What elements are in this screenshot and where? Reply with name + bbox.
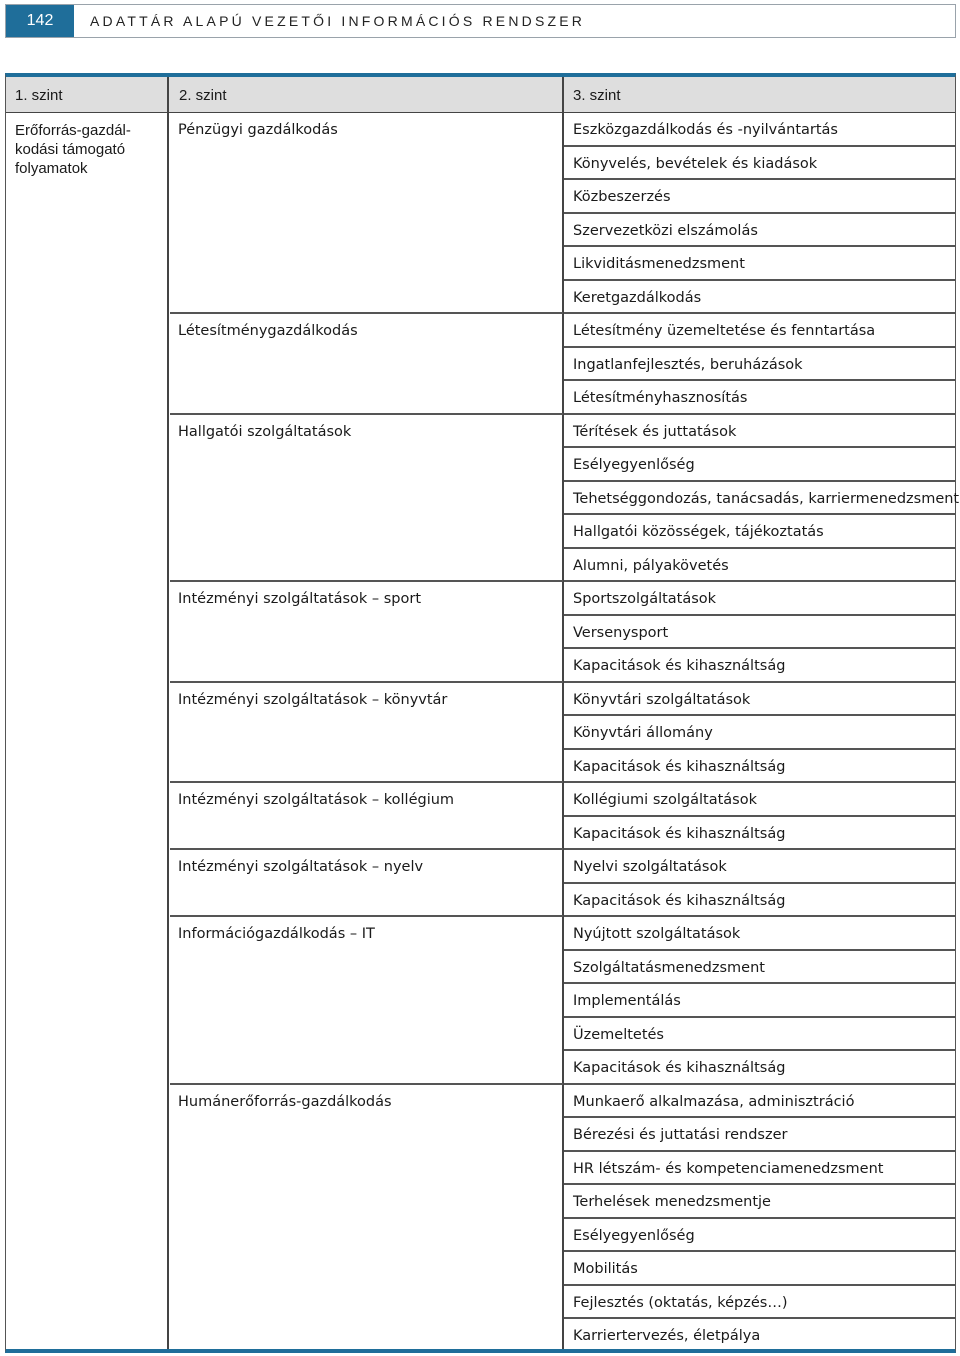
level3-cell: Eszközgazdálkodás és -nyilvántartás (564, 113, 956, 147)
column-header-level3: 3. szint (564, 77, 955, 113)
page-number: 142 (6, 5, 74, 37)
level3-cell: Létesítmény üzemeltetése és fenntartása (564, 314, 956, 348)
level3-cell: Versenysport (564, 616, 956, 650)
level3-cell: Térítések és juttatások (564, 415, 956, 449)
level3-cell: Likviditásmenedzsment (564, 247, 956, 281)
level2-cell: Intézményi szolgáltatások – nyelv (170, 850, 563, 917)
level2-cell: Intézményi szolgáltatások – sport (170, 582, 563, 683)
level3-cell: Keretgazdálkodás (564, 281, 956, 315)
level3-cell: Esélyegyenlőség (564, 448, 956, 482)
column-header-level1: 1. szint (6, 77, 170, 113)
level3-cell: Közbeszerzés (564, 180, 956, 214)
level3-cell: Implementálás (564, 984, 956, 1018)
level3-cell: Alumni, pályakövetés (564, 549, 956, 583)
running-title: ADATTÁR ALAPÚ VEZETŐI INFORMÁCIÓS RENDSZER (90, 13, 586, 29)
level2-cell: Hallgatói szolgáltatások (170, 415, 563, 583)
level3-cell: Üzemeltetés (564, 1018, 956, 1052)
level1-line: kodási támogató (15, 141, 126, 158)
level3-cell: Kapacitások és kihasználtság (564, 649, 956, 683)
level3-cell: Ingatlanfejlesztés, beruházások (564, 348, 956, 382)
level3-cell: Fejlesztés (oktatás, képzés…) (564, 1286, 956, 1320)
level3-cell: Könyvtári állomány (564, 716, 956, 750)
level3-cell: Bérezési és juttatási rendszer (564, 1118, 956, 1152)
level3-cell: Hallgatói közösségek, tájékoztatás (564, 515, 956, 549)
column-divider (167, 77, 169, 1349)
level3-cell: Terhelések menedzsmentje (564, 1185, 956, 1219)
level1-line: Erőforrás-gazdál- (15, 122, 131, 139)
level3-cell: Munkaerő alkalmazása, adminisztráció (564, 1085, 956, 1119)
level3-cell: Mobilitás (564, 1252, 956, 1286)
level3-cell: Kapacitások és kihasználtság (564, 817, 956, 851)
level2-cell: Pénzügyi gazdálkodás (170, 113, 563, 314)
level3-cell: HR létszám- és kompetenciamenedzsment (564, 1152, 956, 1186)
level2-cell: Intézményi szolgáltatások – könyvtár (170, 683, 563, 784)
level3-cell: Nyelvi szolgáltatások (564, 850, 956, 884)
running-header (5, 4, 956, 38)
level2-cell: Intézményi szolgáltatások – kollégium (170, 783, 563, 850)
level3-cell: Kapacitások és kihasználtság (564, 1051, 956, 1085)
levels-table (5, 73, 960, 1353)
column-header-level2: 2. szint (170, 77, 564, 113)
level3-cell: Tehetséggondozás, tanácsadás, karriermenedzsment (564, 482, 956, 516)
level3-cell: Sportszolgáltatások (564, 582, 956, 616)
level2-cell: Információgazdálkodás – IT (170, 917, 563, 1085)
level3-cell: Létesítményhasznosítás (564, 381, 956, 415)
level1-cell (15, 121, 155, 178)
level3-cell: Esélyegyenlőség (564, 1219, 956, 1253)
level3-cell: Könyvelés, bevételek és kiadások (564, 147, 956, 181)
level3-cell: Szervezetközi elszámolás (564, 214, 956, 248)
level2-cell: Humánerőforrás-gazdálkodás (178, 1093, 392, 1110)
level3-cell: Kapacitások és kihasználtság (564, 884, 956, 918)
level3-cell: Karriertervezés, életpálya (573, 1328, 761, 1344)
level2-cell: Létesítménygazdálkodás (170, 314, 563, 415)
level3-cell: Könyvtári szolgáltatások (564, 683, 956, 717)
level3-cell: Kapacitások és kihasználtság (564, 750, 956, 784)
level3-cell: Nyújtott szolgáltatások (564, 917, 956, 951)
level3-cell: Kollégiumi szolgáltatások (564, 783, 956, 817)
level3-cell: Szolgáltatásmenedzsment (564, 951, 956, 985)
level1-line: folyamatok (15, 160, 88, 177)
